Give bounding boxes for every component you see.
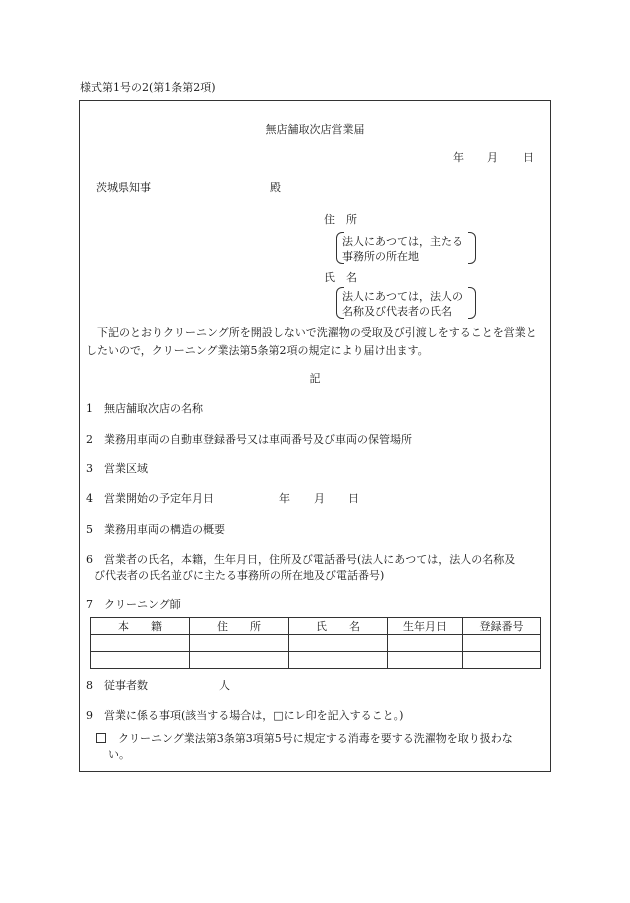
form-title: 無店舗取次店営業届 — [265, 123, 365, 136]
item-5-vehicle-structure: 5 業務用車両の構造の概要 — [86, 523, 225, 536]
cleaning-master-table — [90, 617, 541, 669]
table-cell[interactable] — [289, 635, 388, 652]
date-day-label: 日 — [523, 151, 534, 164]
col-header-registration-no: 登録番号 — [463, 618, 541, 635]
disinfection-line-1: クリーニング業法第3条第3項第5号に規定する消毒を要する洗濯物を取り扱わな — [118, 732, 513, 745]
table-cell[interactable] — [190, 652, 289, 669]
address-note-line-2: 事務所の所在地 — [342, 250, 419, 263]
addressee-governor: 茨城県知事 — [96, 181, 151, 194]
item-4-month: 月 — [314, 492, 325, 505]
col-header-name: 氏 名 — [289, 618, 388, 635]
name-label: 氏 名 — [324, 271, 357, 284]
table-cell[interactable] — [388, 652, 463, 669]
item-3-business-area: 3 営業区域 — [86, 462, 148, 475]
item-8-unit: 人 — [219, 679, 230, 692]
col-header-birthdate: 生年月日 — [388, 618, 463, 635]
col-header-address: 住 所 — [190, 618, 289, 635]
name-note-line-2: 名称及び代表者の氏名 — [342, 305, 452, 318]
table-header-row — [91, 618, 541, 635]
address-label: 住 所 — [324, 213, 357, 226]
table-row — [91, 652, 541, 669]
date-year-label: 年 — [453, 151, 464, 164]
form-number-label: 様式第1号の2(第1条第2項) — [80, 81, 216, 94]
table-cell[interactable] — [289, 652, 388, 669]
item-7-cleaning-masters: 7 クリーニング師 — [86, 598, 181, 611]
table-cell[interactable] — [190, 635, 289, 652]
item-9-disinfection-option — [96, 731, 548, 763]
table-cell[interactable] — [91, 635, 190, 652]
item-6-operator-info — [86, 552, 548, 584]
table-row — [91, 635, 541, 652]
col-header-honseki: 本 籍 — [91, 618, 190, 635]
declaration-text: 下記のとおりクリーニング所を開設しないで洗濯物の受取及び引渡しをすることを営業としたいので，クリーニング業法第5条第2項の規定により届け出ます。 — [86, 326, 537, 357]
item-6-line-1: 6 営業者の氏名，本籍，生年月日，住所及び電話番号(法人にあつては，法人の名称及 — [86, 553, 516, 566]
ki-heading: 記 — [309, 372, 321, 385]
item-4-year: 年 — [279, 492, 290, 505]
item-4-day: 日 — [348, 492, 359, 505]
item-4-start-date: 4 営業開始の予定年月日 — [86, 492, 214, 505]
disinfection-line-2: い。 — [108, 748, 130, 761]
item-1-shop-name: 1 無店舗取次店の名称 — [86, 402, 203, 415]
table-cell[interactable] — [91, 652, 190, 669]
item-9-business-matters: 9 営業に係る事項(該当する場合は，□にレ印を記入すること。) — [86, 709, 404, 722]
name-note-line-1: 法人にあつては，法人の — [342, 290, 463, 303]
address-note-line-1: 法人にあつては，主たる — [342, 235, 463, 248]
item-8-staff-count: 8 従事者数 — [86, 679, 148, 692]
item-6-line-2: び代表者の氏名並びに主たる事務所の所在地及び電話番号) — [94, 569, 385, 582]
item-2-vehicle-registration: 2 業務用車両の自動車登録番号又は車両番号及び車両の保管場所 — [86, 433, 412, 446]
table-cell[interactable] — [463, 635, 541, 652]
addressee-honorific: 殿 — [270, 181, 281, 194]
disinfection-checkbox[interactable] — [96, 733, 106, 743]
table-cell[interactable] — [463, 652, 541, 669]
date-month-label: 月 — [487, 151, 498, 164]
table-cell[interactable] — [388, 635, 463, 652]
